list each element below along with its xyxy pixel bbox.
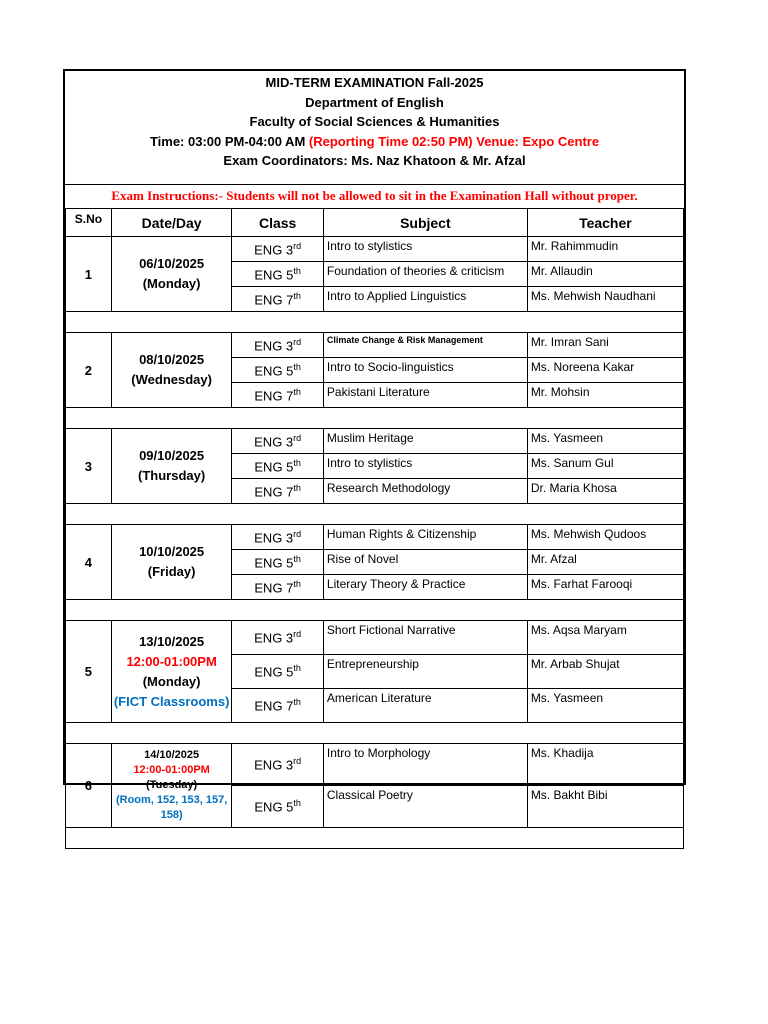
class-cell	[232, 744, 323, 786]
subject-cell: Intro to Socio-linguistics	[323, 358, 527, 383]
teacher-cell: Mr. Allaudin	[527, 262, 683, 287]
teacher-cell: Ms. Mehwish Qudoos	[527, 525, 683, 550]
schedule-header	[65, 71, 684, 185]
faculty-name: Faculty of Social Sciences & Humanities	[249, 114, 500, 129]
date-day-cell	[111, 744, 232, 828]
class-cell	[232, 479, 323, 504]
col-header-subject: Subject	[323, 209, 527, 237]
subject-cell: Research Methodology	[323, 479, 527, 504]
teacher-cell: Ms. Yasmeen	[527, 689, 683, 723]
class-label: ENG 5	[254, 555, 294, 571]
class-suffix: rd	[293, 528, 302, 539]
class-suffix: th	[293, 386, 301, 397]
exam-date: 06/10/2025	[139, 256, 205, 271]
date-day-cell	[111, 237, 232, 312]
exam-day: (Monday)	[142, 673, 201, 689]
class-label: ENG 3	[254, 338, 294, 354]
exam-date: 14/10/2025	[144, 749, 200, 761]
spacer-cell	[66, 828, 684, 849]
teacher-cell: Ms. Mehwish Naudhani	[527, 287, 683, 312]
spacer-cell	[66, 504, 684, 525]
subject-cell: Pakistani Literature	[323, 383, 527, 408]
class-cell	[232, 383, 323, 408]
class-label: ENG 3	[254, 242, 294, 258]
subject-cell: Intro to Morphology	[323, 744, 527, 786]
class-label: ENG 7	[254, 388, 294, 404]
exam-time: Time: 03:00 PM-04:00 AM	[149, 133, 306, 149]
class-suffix: th	[293, 482, 301, 493]
subject-cell: Intro to Applied Linguistics	[323, 287, 527, 312]
class-cell	[232, 358, 323, 383]
table-row	[66, 621, 684, 655]
date-day-cell	[111, 621, 232, 723]
teacher-cell: Ms. Khadija	[527, 744, 683, 786]
class-suffix: rd	[293, 432, 302, 443]
exam-schedule-sheet	[63, 69, 686, 821]
class-cell	[232, 287, 323, 312]
exam-date: 13/10/2025	[139, 633, 205, 649]
class-label: ENG 5	[254, 664, 294, 680]
teacher-cell: Ms. Farhat Farooqi	[527, 575, 683, 600]
exam-coordinators: Exam Coordinators: Ms. Naz Khatoon & Mr. Afzal	[223, 153, 526, 168]
spacer-row	[66, 723, 684, 744]
teacher-cell: Ms. Bakht Bibi	[527, 786, 683, 828]
teacher-cell: Mr. Imran Sani	[527, 333, 683, 358]
exam-time: 12:00-01:00PM	[133, 764, 210, 776]
teacher-cell: Ms. Sanum Gul	[527, 454, 683, 479]
class-suffix: th	[293, 697, 301, 708]
teacher-cell: Mr. Mohsin	[527, 383, 683, 408]
class-label: ENG 3	[254, 530, 294, 546]
class-cell	[232, 550, 323, 575]
class-suffix: th	[293, 578, 301, 589]
spacer-cell	[66, 312, 684, 333]
spacer-row	[66, 828, 684, 849]
class-suffix: th	[293, 663, 301, 674]
subject-cell: Entrepreneurship	[323, 655, 527, 689]
teacher-cell: Ms. Aqsa Maryam	[527, 621, 683, 655]
table-row	[66, 525, 684, 550]
exam-date: 10/10/2025	[139, 544, 205, 559]
class-cell	[232, 454, 323, 479]
subject-cell: Intro to stylistics	[323, 454, 527, 479]
class-cell	[232, 689, 323, 723]
exam-time-line	[65, 132, 684, 152]
class-suffix: rd	[293, 756, 302, 767]
subject-cell: Muslim Heritage	[323, 429, 527, 454]
exam-title: MID-TERM EXAMINATION Fall-2025	[265, 75, 484, 90]
serial-number: 5	[66, 621, 112, 723]
date-day-cell	[111, 333, 232, 408]
subject-cell: American Literature	[323, 689, 527, 723]
spacer-cell	[66, 723, 684, 744]
table-header-row	[66, 209, 684, 237]
col-header-teacher: Teacher	[527, 209, 683, 237]
class-label: ENG 3	[254, 757, 294, 773]
date-day-cell	[111, 429, 232, 504]
class-suffix: th	[293, 457, 301, 468]
class-cell	[232, 237, 323, 262]
subject-cell: Short Fictional Narrative	[323, 621, 527, 655]
class-label: ENG 7	[254, 484, 294, 500]
class-label: ENG 7	[254, 292, 294, 308]
table-row	[66, 429, 684, 454]
exam-time: 12:00-01:00PM	[126, 653, 217, 669]
class-cell	[232, 575, 323, 600]
exam-venue: (FICT Classrooms)	[113, 693, 230, 709]
serial-number: 3	[66, 429, 112, 504]
class-suffix: th	[293, 553, 301, 564]
col-header-sno: S.No	[66, 209, 112, 237]
class-label: ENG 7	[254, 580, 294, 596]
teacher-cell: Ms. Noreena Kakar	[527, 358, 683, 383]
col-header-class: Class	[232, 209, 323, 237]
class-label: ENG 7	[254, 698, 294, 714]
teacher-cell: Mr. Rahimmudin	[527, 237, 683, 262]
class-label: ENG 3	[254, 630, 294, 646]
class-cell	[232, 621, 323, 655]
exam-venue: (Room, 152, 153, 157, 158)	[115, 794, 228, 821]
exam-day: (Wednesday)	[131, 372, 212, 387]
col-header-date: Date/Day	[111, 209, 232, 237]
teacher-cell: Mr. Arbab Shujat	[527, 655, 683, 689]
class-label: ENG 5	[254, 799, 294, 815]
subject-cell: Literary Theory & Practice	[323, 575, 527, 600]
table-row	[66, 333, 684, 358]
spacer-cell	[66, 408, 684, 429]
class-label: ENG 5	[254, 363, 294, 379]
exam-day: (Tuesday)	[146, 779, 198, 791]
subject-cell: Climate Change & Risk Management	[323, 333, 527, 358]
class-suffix: th	[293, 361, 301, 372]
class-label: ENG 5	[254, 267, 294, 283]
exam-day: (Monday)	[142, 276, 201, 291]
exam-date: 08/10/2025	[139, 352, 205, 367]
reporting-time-venue: (Reporting Time 02:50 PM) Venue: Expo Centre	[308, 133, 600, 149]
department-name: Department of English	[305, 94, 444, 110]
subject-cell: Foundation of theories & criticism	[323, 262, 527, 287]
serial-number: 1	[66, 237, 112, 312]
spacer-row	[66, 312, 684, 333]
class-label: ENG 5	[254, 459, 294, 475]
subject-cell: Classical Poetry	[323, 786, 527, 828]
exam-date: 09/10/2025	[139, 448, 205, 463]
teacher-cell: Ms. Yasmeen	[527, 429, 683, 454]
class-cell	[232, 429, 323, 454]
spacer-row	[66, 408, 684, 429]
serial-number: 6	[66, 744, 112, 828]
spacer-row	[66, 504, 684, 525]
subject-cell: Human Rights & Citizenship	[323, 525, 527, 550]
serial-number: 2	[66, 333, 112, 408]
subject-cell: Intro to stylistics	[323, 237, 527, 262]
exam-day: (Thursday)	[138, 468, 206, 483]
class-cell	[232, 262, 323, 287]
table-row	[66, 237, 684, 262]
class-cell	[232, 786, 323, 828]
teacher-cell: Dr. Maria Khosa	[527, 479, 683, 504]
class-suffix: rd	[293, 336, 302, 347]
exam-day: (Friday)	[147, 564, 196, 579]
class-suffix: th	[293, 798, 301, 809]
class-cell	[232, 333, 323, 358]
class-suffix: th	[293, 290, 301, 301]
class-cell	[232, 525, 323, 550]
table-row	[66, 744, 684, 786]
exam-instructions: Exam Instructions:- Students will not be allowed to sit in the Examination Hall without proper.	[65, 184, 684, 209]
spacer-row	[66, 600, 684, 621]
class-cell	[232, 655, 323, 689]
class-suffix: rd	[293, 629, 302, 640]
class-label: ENG 3	[254, 434, 294, 450]
teacher-cell: Mr. Afzal	[527, 550, 683, 575]
class-suffix: th	[293, 265, 301, 276]
schedule-table	[65, 208, 684, 849]
spacer-cell	[66, 600, 684, 621]
class-suffix: rd	[293, 240, 302, 251]
serial-number: 4	[66, 525, 112, 600]
subject-cell: Rise of Novel	[323, 550, 527, 575]
date-day-cell	[111, 525, 232, 600]
